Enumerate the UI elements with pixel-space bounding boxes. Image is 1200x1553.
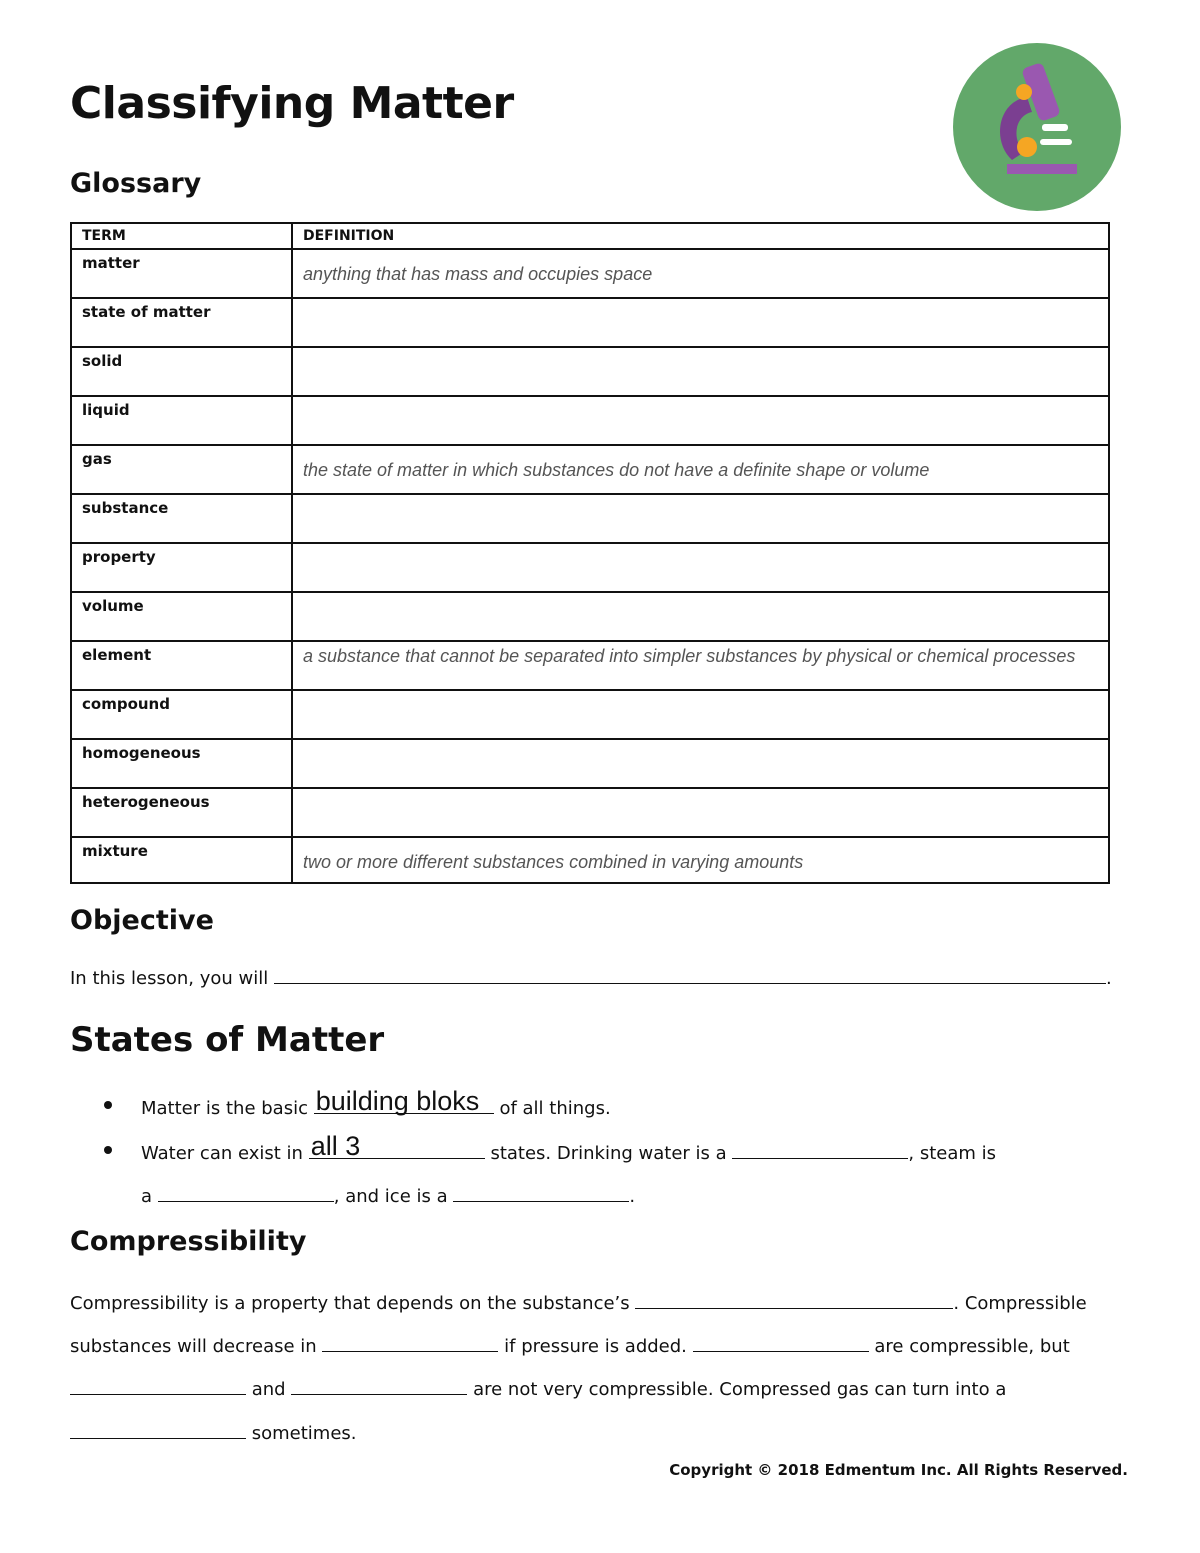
term-cell: homogeneous [71, 739, 292, 788]
table-row [71, 788, 1109, 837]
answer-blank[interactable] [453, 1183, 629, 1202]
answer-blank[interactable] [158, 1183, 334, 1202]
table-row [71, 347, 1109, 396]
definition-cell[interactable] [292, 494, 1109, 543]
page-title: Classifying Matter [70, 78, 514, 129]
answer-blank[interactable] [635, 1290, 953, 1309]
copyright-notice: Copyright © 2018 Edmentum Inc. All Rights Reserved. [669, 1461, 1128, 1479]
compressibility-heading: Compressibility [70, 1226, 307, 1257]
term-cell: gas [71, 445, 292, 494]
answer-blank[interactable] [693, 1333, 869, 1352]
glossary-heading: Glossary [70, 168, 202, 199]
table-row [71, 543, 1109, 592]
microscope-icon [952, 42, 1122, 212]
term-cell: matter [71, 249, 292, 298]
definition-cell[interactable]: anything that has mass and occupies space [292, 249, 1109, 298]
compressibility-line-1: Compressibility is a property that depends on the substance’s . Compressible [70, 1290, 1087, 1314]
states-bullet-1: Matter is the basic building bloks of all things. [141, 1086, 611, 1119]
term-cell: compound [71, 690, 292, 739]
objective-blank[interactable] [274, 965, 1106, 984]
answer-blank[interactable] [70, 1420, 246, 1439]
definition-cell[interactable] [292, 543, 1109, 592]
table-row [71, 690, 1109, 739]
term-cell: substance [71, 494, 292, 543]
table-row [71, 837, 1109, 883]
term-cell: liquid [71, 396, 292, 445]
definition-cell[interactable] [292, 592, 1109, 641]
column-header-definition: DEFINITION [292, 223, 1109, 249]
bullet-icon [104, 1146, 112, 1154]
compressibility-line-4: sometimes. [70, 1420, 357, 1444]
definition-cell[interactable] [292, 347, 1109, 396]
definition-cell[interactable]: two or more different substances combined in varying amounts [292, 837, 1109, 883]
table-row [71, 396, 1109, 445]
compressibility-line-2: substances will decrease in if pressure is added. are compressible, but [70, 1333, 1070, 1357]
handwritten-answer: building bloks [315, 1086, 480, 1116]
table-row [71, 249, 1109, 298]
definition-cell[interactable]: the state of matter in which substances do not have a definite shape or volume [292, 445, 1109, 494]
term-cell: element [71, 641, 292, 690]
definition-cell[interactable] [292, 788, 1109, 837]
table-row [71, 445, 1109, 494]
answer-blank[interactable] [314, 1086, 494, 1116]
term-cell: volume [71, 592, 292, 641]
table-row [71, 494, 1109, 543]
objective-heading: Objective [70, 905, 214, 936]
answer-blank[interactable] [732, 1140, 908, 1159]
objective-sentence: In this lesson, you will . [70, 965, 1112, 989]
table-row [71, 592, 1109, 641]
states-bullet-2-cont: a , and ice is a . [141, 1183, 635, 1207]
table-row [71, 298, 1109, 347]
term-cell: state of matter [71, 298, 292, 347]
answer-blank[interactable] [322, 1333, 498, 1352]
definition-cell[interactable] [292, 396, 1109, 445]
states-bullet-2: Water can exist in all 3 states. Drinking water is a , steam is [141, 1131, 997, 1164]
column-header-term: TERM [71, 223, 292, 249]
term-cell: property [71, 543, 292, 592]
term-cell: mixture [71, 837, 292, 883]
states-heading: States of Matter [70, 1020, 385, 1060]
compressibility-line-3: and are not very compressible. Compressed gas can turn into a [70, 1376, 1006, 1400]
glossary-table [70, 222, 1110, 884]
handwritten-answer: all 3 [310, 1131, 361, 1161]
definition-cell[interactable]: a substance that cannot be separated into simpler substances by physical or chemical processes [292, 641, 1109, 690]
bullet-icon [104, 1101, 112, 1109]
definition-cell[interactable] [292, 298, 1109, 347]
answer-blank[interactable] [70, 1376, 246, 1395]
answer-blank[interactable] [309, 1131, 485, 1161]
table-row [71, 739, 1109, 788]
term-cell: solid [71, 347, 292, 396]
table-row [71, 641, 1109, 690]
definition-cell[interactable] [292, 690, 1109, 739]
term-cell: heterogeneous [71, 788, 292, 837]
definition-cell[interactable] [292, 739, 1109, 788]
answer-blank[interactable] [291, 1376, 467, 1395]
